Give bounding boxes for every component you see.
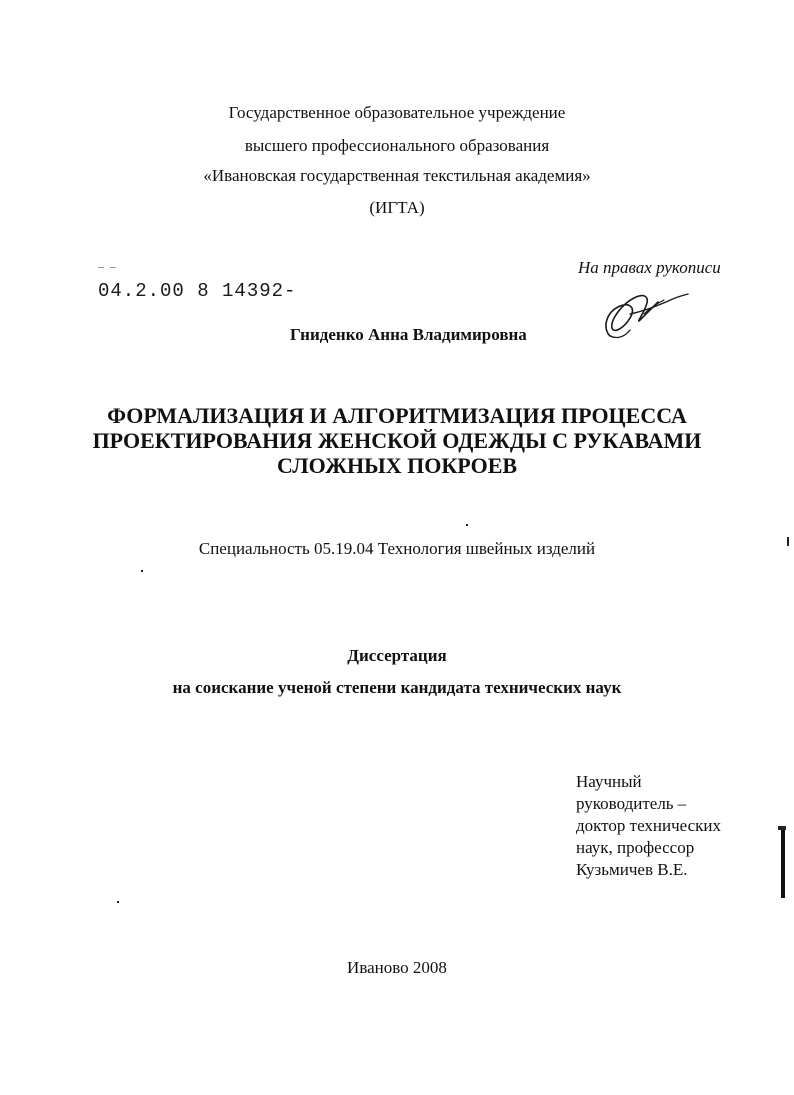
institution-line-1: Государственное образовательное учреждение	[228, 103, 566, 122]
supervisor-line-1: Научный	[576, 772, 642, 791]
author-name: Гниденко Анна Владимировна	[290, 325, 527, 344]
title-line-1: ФОРМАЛИЗАЦИЯ И АЛГОРИТМИЗАЦИЯ ПРОЦЕССА	[107, 403, 687, 428]
title-line-2: ПРОЕКТИРОВАНИЯ ЖЕНСКОЙ ОДЕЖДЫ С РУКАВАМИ	[92, 428, 702, 453]
signature-icon	[600, 284, 695, 349]
supervisor-line-2: руководитель –	[576, 794, 687, 813]
institution-line-2: высшего профессионального образования	[244, 136, 550, 155]
supervisor-block	[576, 771, 721, 881]
scan-speck	[141, 570, 143, 572]
supervisor-line-5: Кузьмичев В.Е.	[576, 860, 688, 879]
stamp-tick-mark: ‾ ‾	[98, 268, 117, 279]
institution-line-3: «Ивановская государственная текстильная академия»	[203, 166, 591, 185]
scan-speck	[117, 901, 119, 903]
dissertation-title	[0, 403, 794, 478]
institution-line-4: (ИГТА)	[369, 198, 425, 217]
stamp-number: 04.2.00 8 14392-	[98, 280, 297, 302]
manuscript-rights: На правах рукописи	[578, 258, 721, 277]
scan-speck	[466, 524, 468, 526]
dissertation-heading: Диссертация	[347, 646, 447, 665]
scan-speck	[778, 826, 786, 830]
scan-margin-bar	[781, 826, 785, 898]
scan-speck	[787, 537, 789, 546]
city-year: Иваново 2008	[347, 958, 447, 977]
specialty: Специальность 05.19.04 Технология швейных изделий	[198, 539, 596, 558]
dissertation-subheading: на соискание ученой степени кандидата технических наук	[172, 678, 622, 697]
supervisor-line-4: наук, профессор	[576, 838, 695, 857]
supervisor-line-3: доктор технических	[576, 816, 722, 835]
title-line-3: СЛОЖНЫХ ПОКРОЕВ	[276, 453, 518, 478]
